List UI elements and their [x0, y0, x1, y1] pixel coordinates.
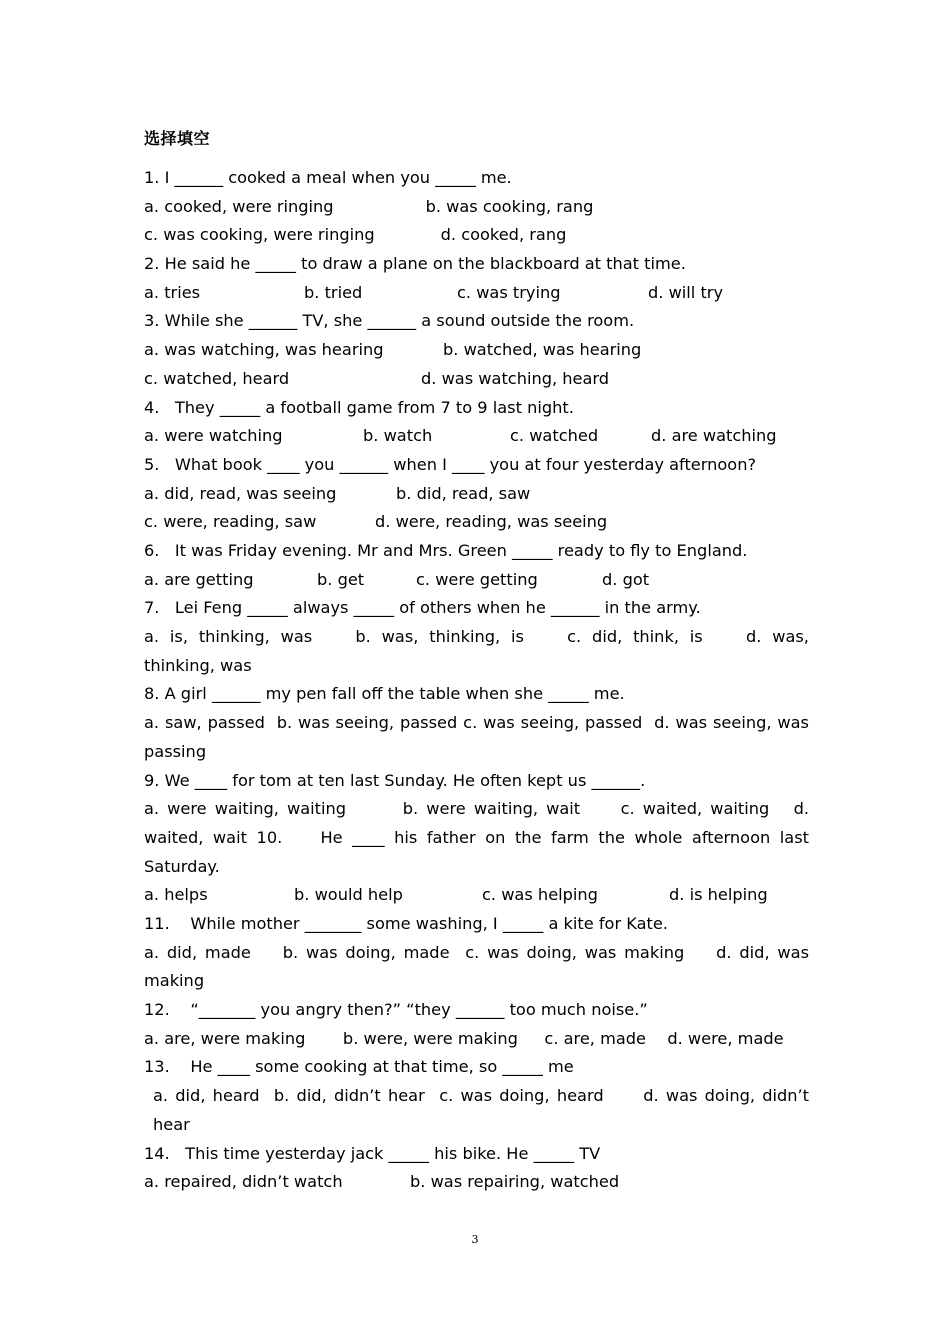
option-b: b. tried: [304, 282, 363, 302]
option-a: a. cooked, were ringing: [144, 196, 334, 216]
option-c: c. was cooking, were ringing: [144, 225, 375, 245]
option-d: d. did, was making: [144, 942, 815, 991]
option-d: d. were, reading, was seeing: [375, 512, 608, 532]
question-3: 3. While she ______ TV, she ______ a sound outside the room.: [144, 311, 635, 331]
option-a: a. helps: [144, 885, 208, 905]
question-11-options: [144, 939, 815, 996]
exercise-list: [144, 164, 815, 1197]
option-c: c. watched: [510, 426, 599, 446]
option-c: c. was doing, heard: [439, 1086, 604, 1106]
question-7: 7. Lei Feng _____ always _____ of others when he ______ in the army.: [144, 598, 701, 618]
question-3-options-2: [144, 365, 809, 394]
question-7-options: [144, 623, 815, 680]
option-d: d. was, thinking, was: [144, 627, 815, 675]
option-a: a. tries: [144, 282, 201, 302]
question-14: 14. This time yesterday jack _____ his bike. He _____ TV: [144, 1143, 601, 1163]
option-b: b. was seeing, passed: [276, 713, 458, 733]
option-b: b. were, were making: [342, 1028, 518, 1048]
option-a: a. are, were making: [144, 1028, 306, 1048]
option-d: d. were, made: [667, 1028, 784, 1048]
page-number: 3: [471, 1233, 479, 1246]
option-a: a. is, thinking, was: [144, 627, 313, 646]
question-9: 9. We ____ for tom at ten last Sunday. He often kept us ______.: [144, 770, 646, 790]
option-b: b. did, read, saw: [396, 483, 531, 503]
option-d: d. got: [602, 569, 650, 589]
option-d: d. waited, wait: [144, 799, 815, 847]
option-b: b. was doing, made: [282, 942, 450, 962]
question-1-options-2: [144, 221, 809, 250]
option-d: d. was doing, didn’t hear: [153, 1086, 815, 1134]
option-d: d. are watching: [651, 426, 777, 446]
question-5-options-2: [144, 508, 809, 537]
option-b: b. watch: [363, 426, 433, 446]
option-b: b. watched, was hearing: [443, 340, 642, 360]
option-d: d. was seeing, was passing: [144, 713, 815, 761]
option-c: c. was doing, was making: [465, 942, 685, 962]
question-11: 11. While mother _______ some washing, I _____ a kite for Kate.: [144, 913, 668, 933]
question-10-options: [144, 881, 809, 910]
option-c: c. were getting: [416, 569, 538, 589]
option-c: c. were, reading, saw: [144, 512, 317, 532]
option-b: b. was, thinking, is: [355, 627, 524, 646]
option-a: a. are getting: [144, 569, 254, 589]
option-a: a. did, made: [144, 942, 251, 962]
question-5: 5. What book ____ you ______ when I ____ you at four yesterday afternoon?: [144, 454, 757, 474]
question-4: 4. They _____ a football game from 7 to 9 last night.: [144, 397, 574, 417]
question-6-options: [144, 566, 809, 595]
option-a: a. were watching: [144, 426, 283, 446]
option-b: b. would help: [294, 885, 403, 905]
option-b: b. was repairing, watched: [410, 1172, 620, 1192]
option-c: c. was seeing, passed: [463, 713, 643, 733]
option-c: c. did, think, is: [567, 627, 703, 646]
option-c: c. waited, waiting: [620, 799, 770, 819]
question-9-options: [144, 795, 815, 881]
option-a: a. repaired, didn’t watch: [144, 1172, 343, 1192]
question-8: 8. A girl ______ my pen fall off the table when she _____ me.: [144, 684, 625, 704]
option-a: a. did, heard: [153, 1086, 260, 1106]
option-c: c. was helping: [482, 885, 598, 905]
option-d: d. is helping: [669, 885, 768, 905]
question-3-options: [144, 336, 809, 365]
option-a: a. was watching, was hearing: [144, 340, 384, 360]
question-2: 2. He said he _____ to draw a plane on the blackboard at that time.: [144, 254, 686, 274]
option-b: b. get: [317, 569, 365, 589]
question-8-options: [144, 709, 815, 766]
option-d: d. was watching, heard: [421, 368, 610, 388]
option-c: c. watched, heard: [144, 368, 290, 388]
question-13-options: [144, 1082, 815, 1139]
option-b: b. were waiting, wait: [402, 799, 581, 819]
option-c: c. are, made: [544, 1028, 647, 1048]
question-6: 6. It was Friday evening. Mr and Mrs. Green _____ ready to fly to England.: [144, 540, 748, 560]
option-b: b. did, didn’t hear: [273, 1086, 425, 1106]
option-a: a. saw, passed: [144, 713, 265, 733]
question-2-options: [144, 279, 809, 308]
question-12: 12. “_______ you angry then?” “they ______ too much noise.”: [144, 1000, 648, 1020]
option-a: a. were waiting, waiting: [144, 799, 347, 819]
question-12-options: [144, 1025, 809, 1054]
option-d: d. cooked, rang: [440, 225, 567, 245]
question-1: 1. I ______ cooked a meal when you _____ me.: [144, 168, 512, 187]
option-a: a. did, read, was seeing: [144, 483, 337, 503]
question-14-options: [144, 1168, 809, 1197]
question-5-options: [144, 480, 809, 509]
question-13: 13. He ____ some cooking at that time, so _____ me: [144, 1057, 574, 1077]
question-4-options: [144, 422, 809, 451]
question-10: 10. He ____ his father on the farm the whole afternoon last Saturday.: [144, 827, 815, 876]
option-b: b. was cooking, rang: [425, 196, 594, 216]
option-c: c. was trying: [457, 282, 561, 302]
option-d: d. will try: [648, 282, 724, 302]
question-1-options: [144, 193, 809, 222]
section-title: 选择填空: [144, 129, 211, 148]
